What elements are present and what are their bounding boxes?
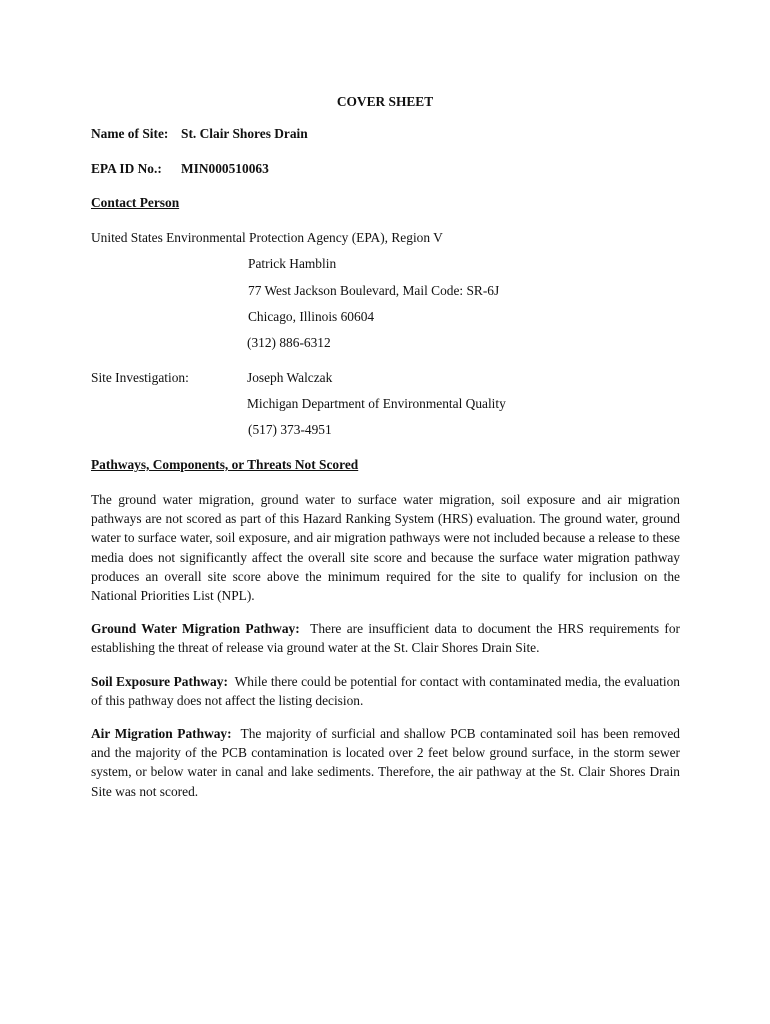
air-migration-label: Air Migration Pathway: bbox=[91, 726, 232, 741]
air-migration-text: The majority of surficial and shallow PCB contaminated soil has been removed and the majority of the PCB contamination is located over 2 feet below ground surface, in the storm sewer system, or below water in canal and lake sediments. Therefore, the air pathway at the St. Clair Shores Drain Site was not scored. bbox=[91, 726, 680, 799]
air-migration-paragraph bbox=[91, 724, 680, 801]
ground-water-text: There are insufficient data to document the HRS requirements for establishing the threat of release via ground water at the St. Clair Shores Drain Site. bbox=[91, 621, 680, 656]
site-investigation-label: Site Investigation: bbox=[91, 370, 189, 385]
investigator-org: Michigan Department of Environmental Quality bbox=[247, 396, 506, 411]
epa-id-value: MIN000510063 bbox=[181, 161, 269, 176]
site-name-label: Name of Site: bbox=[91, 126, 169, 141]
contact-agency: United States Environmental Protection Agency (EPA), Region V bbox=[91, 230, 443, 245]
contact-phone: (312) 886-6312 bbox=[247, 335, 331, 350]
ground-water-paragraph bbox=[91, 619, 680, 657]
soil-exposure-label: Soil Exposure Pathway: bbox=[91, 674, 228, 689]
investigator-phone: (517) 373-4951 bbox=[248, 422, 332, 437]
pathways-intro-paragraph: The ground water migration, ground water to surface water migration, soil exposure and air migration pathways are not scored as part of this Hazard Ranking System (HRS) evaluation. The ground water, ground water to surface water, soil exposure, and air migration pathways were not included because a release to these media does not significantly affect the overall site score and because the surface water migration pathway produces an overall site score above the minimum required for the site to qualify for inclusion on the National Priorities List (NPL). bbox=[91, 492, 680, 604]
document-title: COVER SHEET bbox=[336, 94, 434, 109]
ground-water-label: Ground Water Migration Pathway: bbox=[91, 621, 300, 636]
contact-city: Chicago, Illinois 60604 bbox=[248, 309, 375, 324]
site-name-value: St. Clair Shores Drain bbox=[181, 126, 308, 141]
contact-person-heading: Contact Person bbox=[91, 195, 180, 210]
soil-exposure-paragraph bbox=[91, 672, 680, 710]
contact-name: Patrick Hamblin bbox=[248, 256, 337, 271]
epa-id-label: EPA ID No.: bbox=[91, 161, 162, 176]
contact-address: 77 West Jackson Boulevard, Mail Code: SR-6J bbox=[248, 283, 500, 298]
investigator-name: Joseph Walczak bbox=[247, 370, 333, 385]
pathways-heading: Pathways, Components, or Threats Not Scored bbox=[91, 457, 359, 472]
soil-exposure-text: While there could be potential for contact with contaminated media, the evaluation of this pathway does not affect the listing decision. bbox=[91, 674, 680, 709]
